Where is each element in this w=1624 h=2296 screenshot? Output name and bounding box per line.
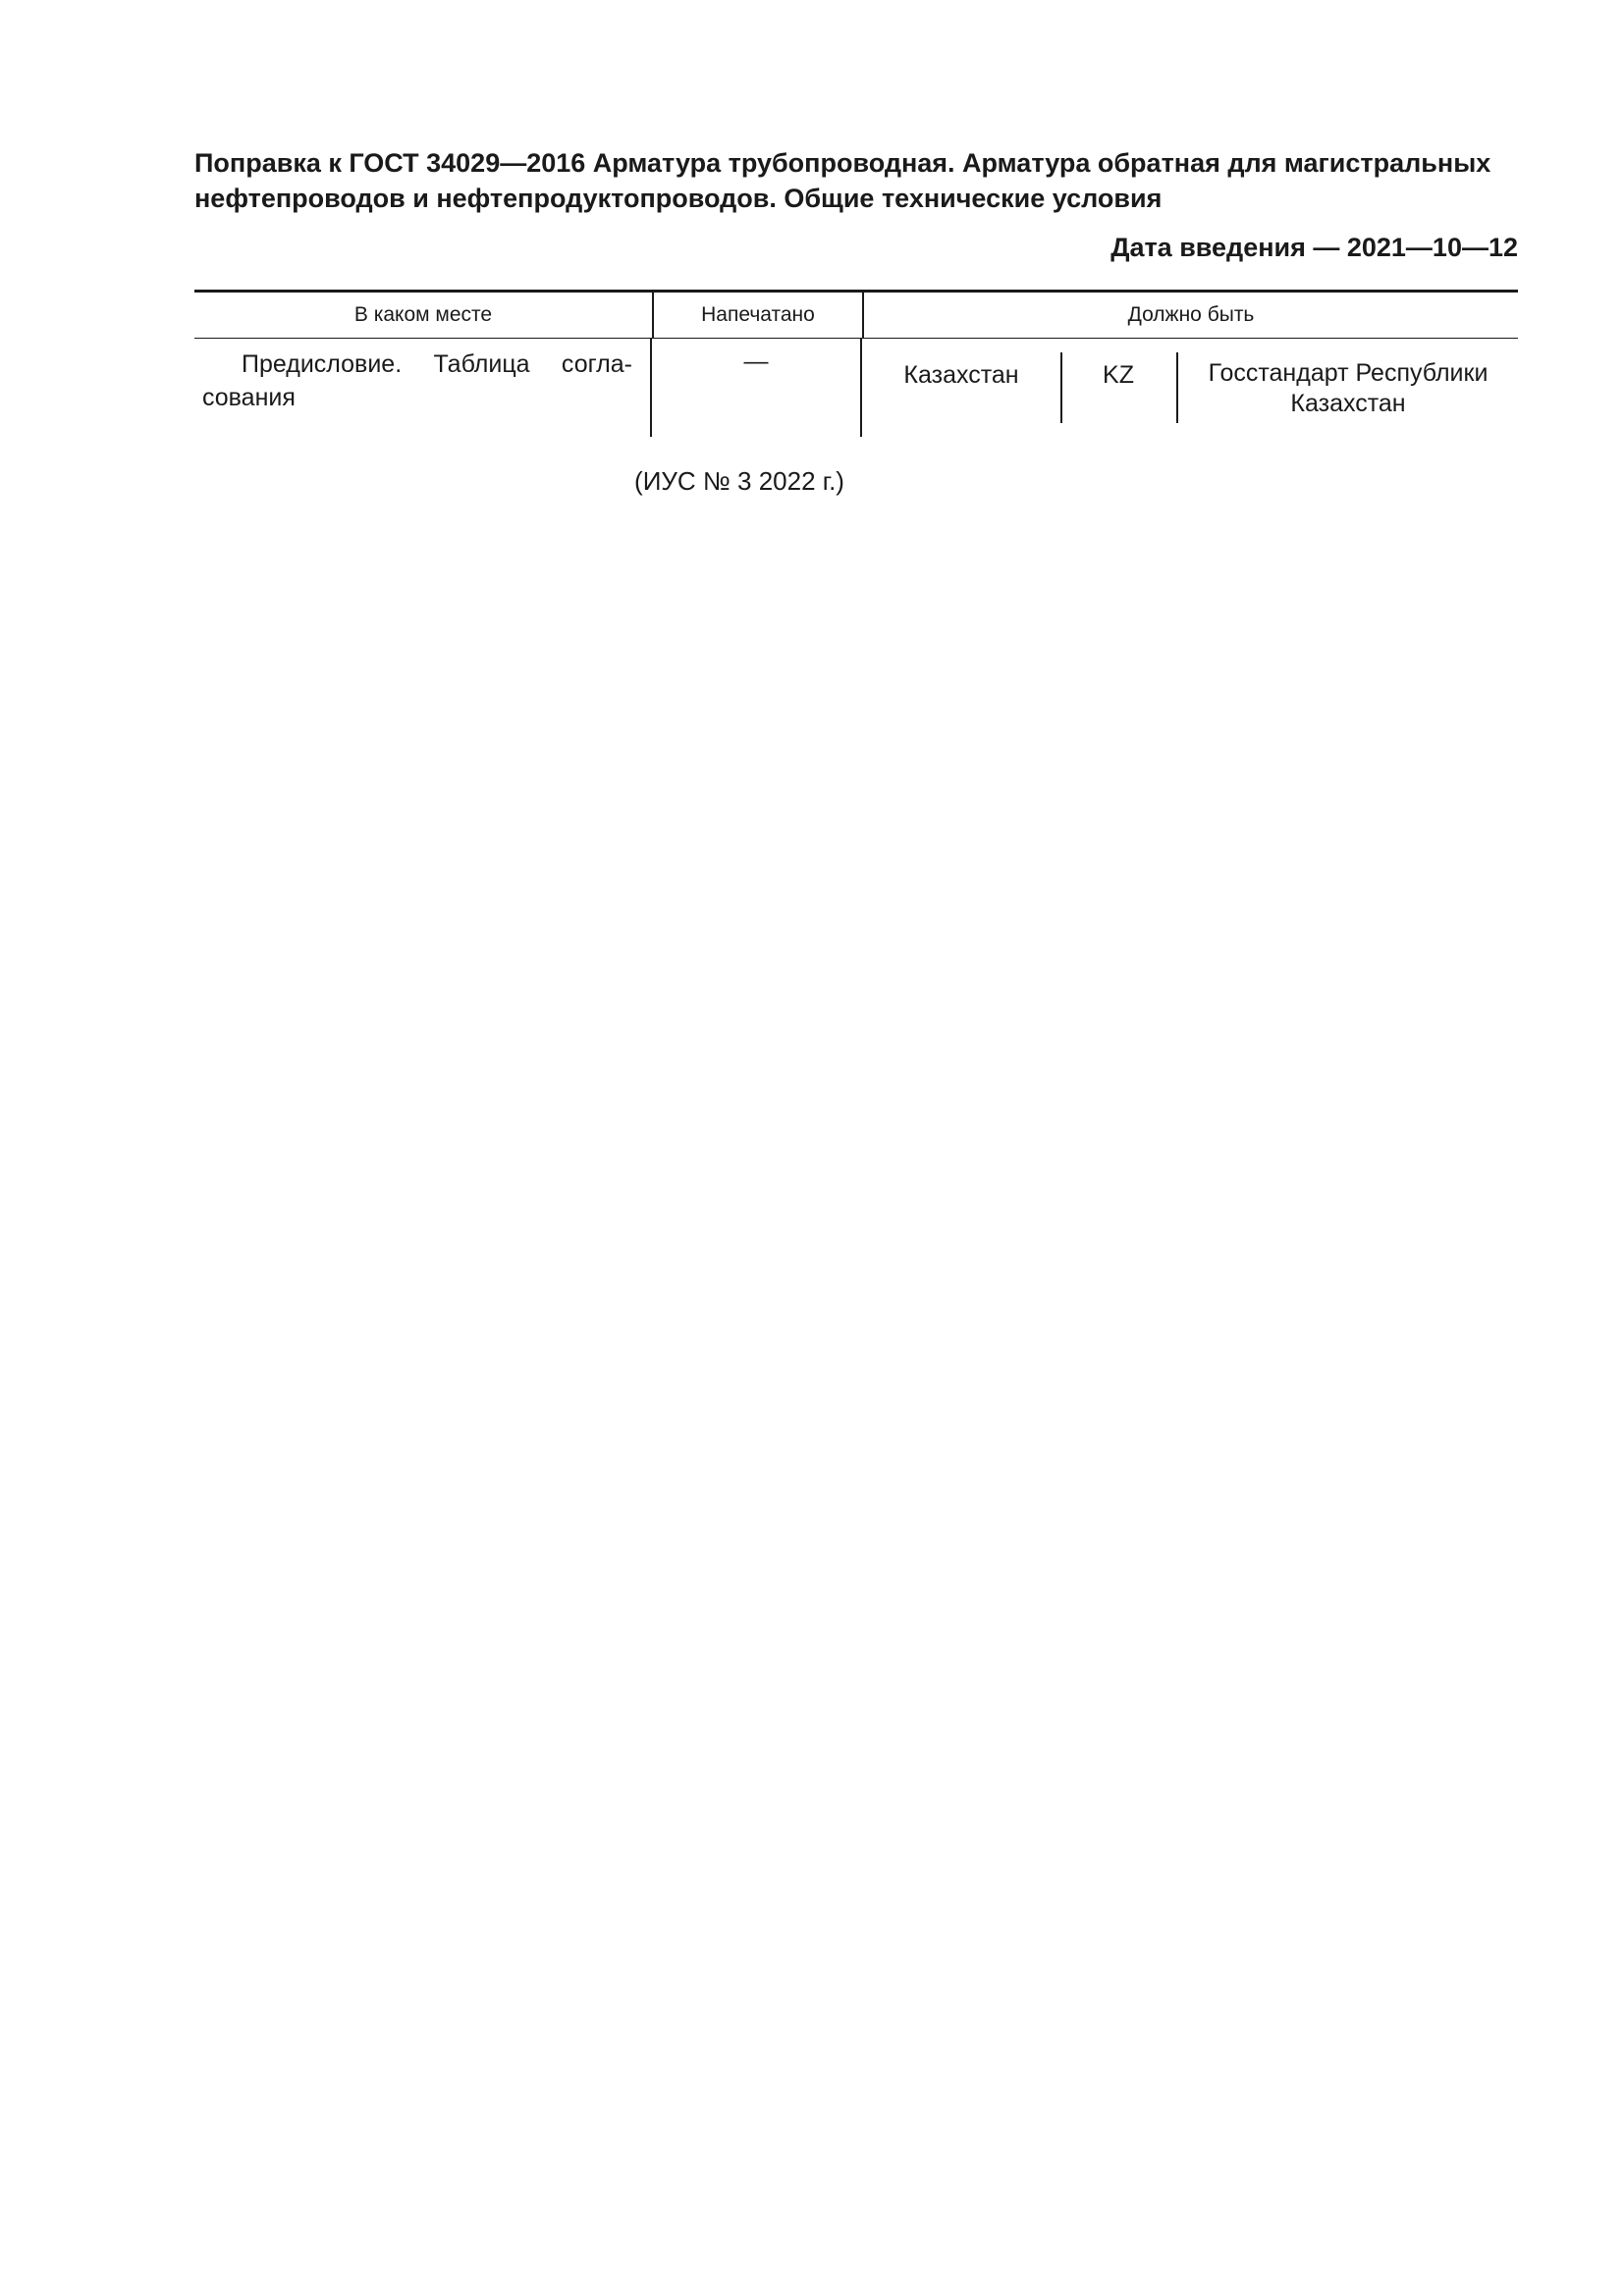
header-where: В каком месте — [194, 293, 654, 338]
table-row — [194, 339, 1518, 437]
header-printed: Напечатано — [654, 293, 864, 338]
document-title: Поправка к ГОСТ 34029—2016 Арматура трубопроводная. Арматура обратная для магистральных нефтепроводов и нефтепродуктопроводов. Общие технические условия — [194, 148, 1491, 213]
cell-printed: — — [652, 339, 862, 437]
amendment-table — [194, 290, 1518, 437]
header-should-be: Должно быть — [1127, 303, 1255, 326]
source-footnote — [0, 466, 1624, 497]
effective-date: Дата введения — 2021—10—12 — [1110, 233, 1518, 262]
cell-country-code: KZ — [1103, 361, 1134, 389]
table-header-row — [194, 293, 1518, 339]
cell-where — [194, 339, 652, 437]
cell-organization: Госстандарт Республики Казахстан — [1208, 359, 1489, 417]
cell-should-be — [862, 339, 1518, 437]
source-footnote-text: (ИУС № 3 2022 г.) — [634, 466, 844, 496]
cell-where-line2: сования — [202, 384, 296, 411]
cell-where-line1: Предисловие. Таблица согла- — [242, 350, 632, 378]
cell-country: Казахстан — [903, 361, 1019, 389]
